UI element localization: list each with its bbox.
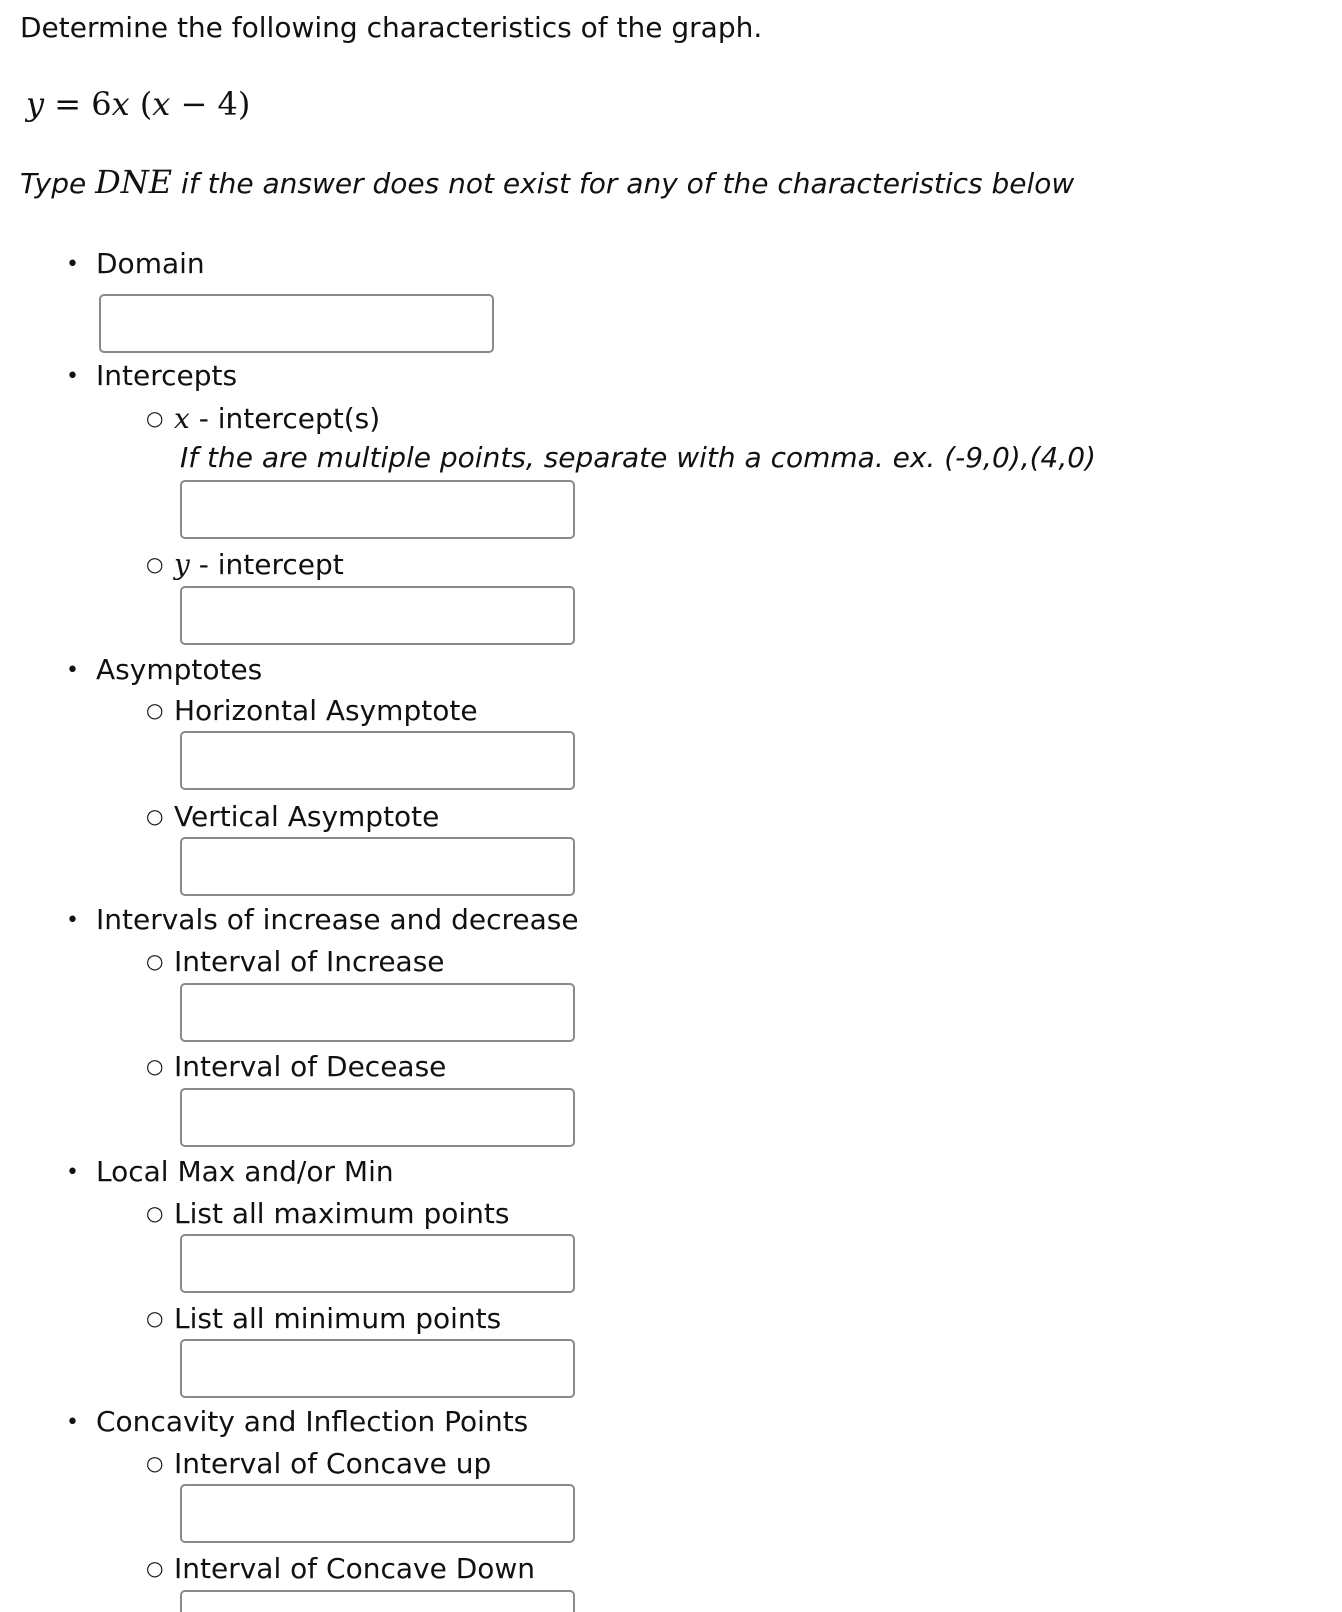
interval-decrease-label: Interval of Decease — [174, 1050, 447, 1083]
concave-down-input[interactable] — [180, 1590, 575, 1612]
x-intercept-label: - intercept(s) — [189, 402, 381, 435]
sub-bullet-icon: ○ — [146, 804, 164, 828]
x-intercept-var: x — [174, 402, 190, 435]
bullet-icon: • — [66, 1160, 79, 1185]
equation-x2: x — [152, 85, 171, 123]
instruction-before: Type — [20, 167, 96, 200]
vertical-asymptote-item — [146, 796, 439, 837]
sub-bullet-icon: ○ — [146, 1556, 164, 1580]
sub-bullet-icon: ○ — [146, 1054, 164, 1078]
section-intercepts-label: Intercepts — [96, 359, 238, 392]
section-asymptotes — [66, 650, 262, 691]
sub-bullet-icon: ○ — [146, 1306, 164, 1330]
concave-up-item — [146, 1443, 491, 1484]
interval-decrease-input[interactable] — [180, 1088, 575, 1147]
maximum-points-label: List all maximum points — [174, 1197, 510, 1230]
x-intercept-input[interactable] — [180, 480, 575, 539]
concave-down-item — [146, 1548, 535, 1589]
section-intervals — [66, 900, 579, 941]
minimum-points-label: List all minimum points — [174, 1302, 502, 1335]
interval-increase-input[interactable] — [180, 983, 575, 1042]
vertical-asymptote-input[interactable] — [180, 837, 575, 896]
function-equation — [26, 82, 250, 126]
section-domain — [66, 244, 205, 285]
concave-up-input[interactable] — [180, 1484, 575, 1543]
y-intercept-item — [146, 544, 344, 585]
minimum-points-input[interactable] — [180, 1339, 575, 1398]
bullet-icon: • — [66, 908, 79, 933]
bullet-icon: • — [66, 252, 79, 277]
equation-rest: − 4) — [170, 85, 251, 123]
sub-bullet-icon: ○ — [146, 1451, 164, 1475]
instruction-after: if the answer does not exist for any of the characteristics below — [172, 167, 1075, 200]
instruction-dne: DNE — [95, 163, 173, 201]
section-domain-label: Domain — [96, 247, 205, 280]
horizontal-asymptote-item — [146, 690, 478, 731]
y-intercept-var: y — [174, 548, 190, 581]
maximum-points-input[interactable] — [180, 1234, 575, 1293]
x-intercept-hint: If the are multiple points, separate with a comma. ex. (-9,0),(4,0) — [180, 441, 1096, 474]
equation-y: y — [26, 85, 45, 123]
bullet-icon: • — [66, 658, 79, 683]
section-extrema-label: Local Max and/or Min — [96, 1155, 394, 1188]
equation-open: ( — [129, 85, 153, 123]
concave-down-label: Interval of Concave Down — [174, 1552, 536, 1585]
bullet-icon: • — [66, 1410, 79, 1435]
equation-x1: x — [111, 85, 130, 123]
section-concavity-label: Concavity and Inflection Points — [96, 1405, 529, 1438]
x-intercept-item — [146, 398, 380, 439]
maximum-points-item — [146, 1193, 509, 1234]
section-intervals-label: Intervals of increase and decrease — [96, 903, 579, 936]
y-intercept-input[interactable] — [180, 586, 575, 645]
interval-increase-label: Interval of Increase — [174, 945, 445, 978]
section-concavity — [66, 1402, 528, 1443]
section-asymptotes-label: Asymptotes — [96, 653, 263, 686]
horizontal-asymptote-input[interactable] — [180, 731, 575, 790]
horizontal-asymptote-label: Horizontal Asymptote — [174, 694, 478, 727]
sub-bullet-icon: ○ — [146, 949, 164, 973]
problem-title: Determine the following characteristics of the graph. — [20, 11, 763, 44]
sub-bullet-icon: ○ — [146, 552, 164, 576]
sub-bullet-icon: ○ — [146, 1201, 164, 1225]
sub-bullet-icon: ○ — [146, 698, 164, 722]
sub-bullet-icon: ○ — [146, 406, 164, 430]
interval-increase-item — [146, 941, 445, 982]
bullet-icon: • — [66, 364, 79, 389]
interval-decrease-item — [146, 1046, 446, 1087]
domain-input[interactable] — [99, 294, 494, 353]
section-extrema — [66, 1152, 394, 1193]
vertical-asymptote-label: Vertical Asymptote — [174, 800, 440, 833]
y-intercept-label: - intercept — [189, 548, 344, 581]
section-intercepts — [66, 356, 237, 397]
minimum-points-item — [146, 1298, 501, 1339]
equation-equals: = 6 — [44, 85, 112, 123]
dne-instruction — [20, 162, 1074, 204]
concave-up-label: Interval of Concave up — [174, 1447, 492, 1480]
